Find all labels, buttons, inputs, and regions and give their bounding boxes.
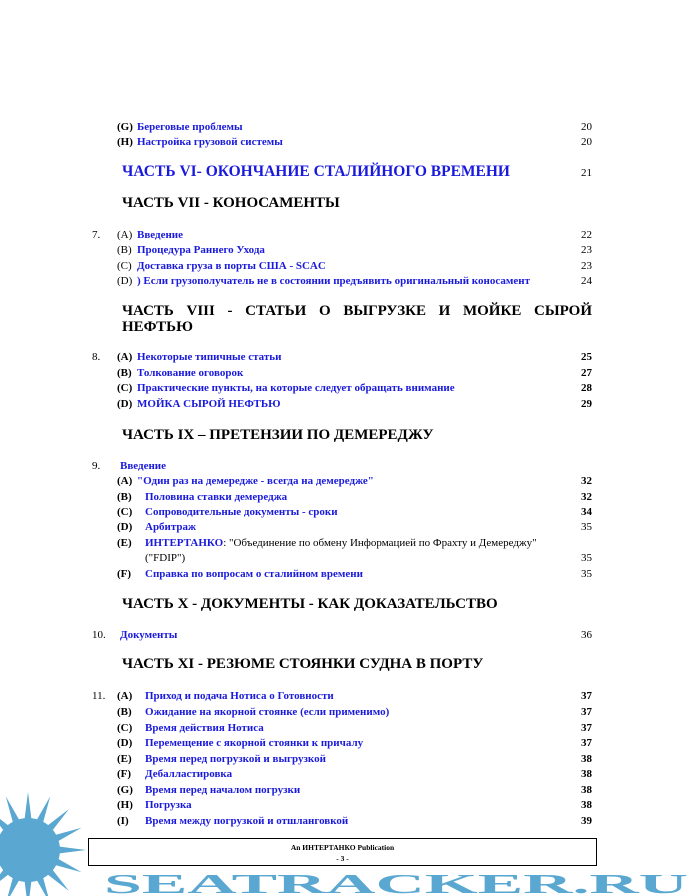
entry-link[interactable] (137, 259, 326, 274)
page-number: 34 (581, 506, 592, 518)
page-number: 35 (581, 568, 592, 580)
page-number: 37 (581, 706, 592, 718)
entry-label: (B) (117, 244, 132, 256)
entry-title[interactable]: Введение (120, 460, 167, 472)
entry-link[interactable] (145, 798, 192, 813)
toc-entry[interactable] (92, 798, 592, 813)
entry-title[interactable]: Перемещение с якорной стоянки к причалу (145, 737, 364, 749)
entry-title[interactable]: Толкование оговорок (137, 367, 244, 379)
entry-title-continued: : "Объединение по обмену Информацией по Фрахту и Демереджу" (223, 537, 537, 549)
entry-title[interactable]: Арбитраж (145, 521, 197, 533)
heading-text[interactable]: ЧАСТЬ IX – ПРЕТЕНЗИИ ПО ДЕМЕРЕДЖУ (122, 427, 434, 443)
entry-link[interactable] (145, 536, 537, 551)
page-number: 37 (581, 690, 592, 702)
entry-title[interactable]: ИНТЕРТАНКО (145, 537, 224, 549)
page-number: 20 (581, 136, 592, 148)
toc-entry[interactable] (92, 381, 592, 396)
entry-link[interactable] (145, 783, 300, 798)
toc-entry[interactable] (92, 505, 592, 520)
sun-rays (0, 792, 86, 896)
entry-label: (A) (117, 229, 133, 241)
section-heading[interactable] (122, 195, 592, 211)
toc-entry[interactable] (92, 520, 592, 535)
page-number: 32 (581, 475, 592, 487)
publication-label: An ИНТЕРТАНКО Publication (290, 843, 395, 852)
page-number: 21 (581, 167, 592, 179)
page-number: 32 (581, 491, 592, 503)
page-number: 29 (581, 398, 592, 410)
toc-entry[interactable] (92, 490, 592, 505)
entry-title[interactable]: Береговые проблемы (137, 121, 243, 133)
toc-entry[interactable] (92, 567, 592, 582)
page-number: 24 (581, 275, 592, 287)
page-number: 37 (581, 722, 592, 734)
entry-label: (D) (117, 398, 133, 410)
entry-label: (B) (117, 491, 132, 503)
entry-title[interactable]: Процедура Раннего Ухода (137, 244, 265, 256)
toc-entry[interactable] (92, 366, 592, 381)
entry-link[interactable] (145, 814, 348, 829)
entry-title[interactable]: Время действия Нотиса (145, 722, 264, 734)
heading-text[interactable]: ЧАСТЬ VII - КОНОСАМЕНТЫ (122, 195, 340, 211)
toc-entry[interactable] (92, 135, 592, 150)
entry-link[interactable] (137, 228, 183, 243)
toc-entry[interactable] (92, 689, 592, 704)
entry-label: (D) (117, 737, 133, 749)
entry-label: (G) (117, 121, 133, 133)
toc-entry[interactable] (92, 752, 592, 767)
section-number: 9. (92, 460, 101, 472)
section-heading[interactable] (122, 427, 592, 443)
page-number: 38 (581, 768, 592, 780)
page-number: 35 (581, 521, 592, 533)
entry-link[interactable] (120, 628, 177, 643)
toc-entry[interactable] (92, 228, 592, 243)
entry-link[interactable] (137, 381, 455, 396)
toc-entry[interactable] (92, 120, 592, 135)
entry-link[interactable] (145, 505, 338, 520)
entry-label: (C) (117, 382, 133, 394)
section-number: 8. (92, 351, 101, 363)
entry-link[interactable] (145, 520, 196, 535)
entry-title[interactable]: Некоторые типичные статьи (137, 351, 282, 363)
entry-title[interactable]: Время перед началом погрузки (145, 784, 301, 796)
page-number: 27 (581, 367, 592, 379)
page-number: 39 (581, 815, 592, 827)
page-number: 28 (581, 382, 592, 394)
heading-text[interactable]: ЧАСТЬ VI- ОКОНЧАНИЕ СТАЛИЙНОГО ВРЕМЕНИ (122, 163, 510, 180)
page-number: 23 (581, 260, 592, 272)
section-heading[interactable] (122, 303, 592, 335)
entry-link[interactable] (145, 567, 363, 582)
section-heading[interactable] (122, 596, 592, 612)
entry-label: (E) (117, 537, 132, 549)
section-heading[interactable] (122, 164, 592, 181)
entry-title[interactable]: Практические пункты, на которые следует обращать внимание (137, 382, 455, 394)
entry-link[interactable] (145, 736, 363, 751)
toc-entry[interactable] (92, 783, 592, 798)
page-number: 35 (581, 552, 592, 564)
entry-link[interactable] (145, 767, 232, 782)
entry-title[interactable]: Время между погрузкой и отшланговкой (145, 815, 349, 827)
page-number: 38 (581, 784, 592, 796)
entry-link[interactable] (145, 490, 287, 505)
page-number: 25 (581, 351, 592, 363)
entry-title[interactable]: Половина ставки демереджа (145, 491, 288, 503)
entry-link[interactable] (137, 350, 281, 365)
toc-entry[interactable] (92, 474, 592, 489)
toc-entry[interactable] (92, 259, 592, 274)
toc-entry[interactable] (92, 397, 592, 412)
entry-link[interactable] (137, 243, 265, 258)
toc-entry[interactable] (92, 767, 592, 782)
entry-label: (A) (117, 475, 133, 487)
entry-label: (B) (117, 367, 132, 379)
entry-link[interactable] (137, 120, 243, 135)
entry-label: (H) (117, 136, 133, 148)
toc-entry[interactable] (92, 243, 592, 258)
entry-label: (G) (117, 784, 133, 796)
entry-link[interactable] (145, 752, 326, 767)
entry-title[interactable]: Документы (120, 629, 178, 641)
page-number: 23 (581, 244, 592, 256)
entry-label: (A) (117, 690, 133, 702)
toc-entry[interactable] (92, 459, 592, 474)
page-number: - 3 - (336, 854, 349, 863)
entry-title[interactable]: ) Если грузополучатель не в состоянии предъявить оригинальный коносамент (137, 275, 530, 287)
page-footer (88, 838, 597, 866)
heading-text[interactable]: ЧАСТЬ VIII - СТАТЬИ О ВЫГРУЗКЕ И МОЙКЕ СЫРОЙ НЕФТЬЮ (122, 303, 592, 335)
toc-entry[interactable] (92, 721, 592, 736)
entry-title[interactable]: Ожидание на якорной стоянке (если применимо) (145, 706, 390, 718)
section-heading[interactable] (122, 656, 592, 672)
entry-title[interactable]: Сопроводительные документы - сроки (145, 506, 338, 518)
toc-entry[interactable] (92, 628, 592, 643)
entry-title[interactable]: Время перед погрузкой и выгрузкой (145, 753, 326, 765)
toc-entry[interactable] (92, 350, 592, 365)
toc-entry-continuation (92, 551, 592, 566)
page-number: 20 (581, 121, 592, 133)
entry-title[interactable]: Доставка груза в порты США - SCAC (137, 260, 326, 272)
sunburst-icon (0, 792, 86, 896)
entry-label: (C) (117, 506, 133, 518)
entry-link[interactable] (145, 689, 334, 704)
section-number: 7. (92, 229, 101, 241)
entry-title[interactable]: Справка по вопросам о сталийном времени (145, 568, 363, 580)
entry-title[interactable]: Введение (137, 229, 184, 241)
page-number: 38 (581, 753, 592, 765)
page-number: 22 (581, 229, 592, 241)
entry-title[interactable]: Дебалластировка (145, 768, 233, 780)
section-number: 11. (92, 690, 106, 702)
toc-entry[interactable] (92, 274, 592, 289)
entry-label: (D) (117, 275, 133, 287)
toc-entry[interactable] (92, 736, 592, 751)
entry-link[interactable] (145, 721, 264, 736)
page-number: 38 (581, 799, 592, 811)
entry-title[interactable]: "Один раз на демередже - всегда на демередже" (137, 475, 374, 487)
entry-link[interactable] (145, 705, 389, 720)
heading-text[interactable]: ЧАСТЬ XI - РЕЗЮМЕ СТОЯНКИ СУДНА В ПОРТУ (122, 656, 484, 672)
entry-label: (I) (117, 815, 129, 827)
entry-label: (D) (117, 521, 133, 533)
entry-link[interactable] (137, 397, 281, 412)
page-number: 36 (581, 629, 592, 641)
entry-label: (B) (117, 706, 132, 718)
entry-link[interactable] (137, 474, 374, 489)
entry-label: (F) (117, 768, 132, 780)
page-number: 37 (581, 737, 592, 749)
entry-link[interactable] (137, 366, 243, 381)
entry-label: (C) (117, 722, 133, 734)
sun-disc (0, 818, 60, 882)
entry-label: (F) (117, 568, 132, 580)
toc-entry[interactable] (92, 814, 592, 829)
entry-title-second-line: ("FDIP") (145, 552, 186, 564)
entry-link[interactable] (120, 459, 166, 474)
entry-link[interactable] (137, 135, 283, 150)
watermark-text: SEATRACKER.RU (104, 869, 688, 896)
toc-entry[interactable] (92, 705, 592, 720)
entry-link[interactable] (137, 274, 530, 289)
entry-title[interactable]: Погрузка (145, 799, 192, 811)
entry-title[interactable]: Настройка грузовой системы (137, 136, 283, 148)
heading-text[interactable]: ЧАСТЬ X - ДОКУМЕНТЫ - КАК ДОКАЗАТЕЛЬСТВО (122, 596, 498, 612)
toc-entry[interactable] (92, 536, 592, 551)
entry-label: (H) (117, 799, 133, 811)
section-number: 10. (92, 629, 106, 641)
entry-title[interactable]: МОЙКА СЫРОЙ НЕФТЬЮ (137, 398, 281, 410)
entry-title[interactable]: Приход и подача Нотиса о Готовности (145, 690, 334, 702)
entry-label: (C) (117, 260, 132, 272)
entry-label: (A) (117, 351, 133, 363)
entry-label: (E) (117, 753, 132, 765)
